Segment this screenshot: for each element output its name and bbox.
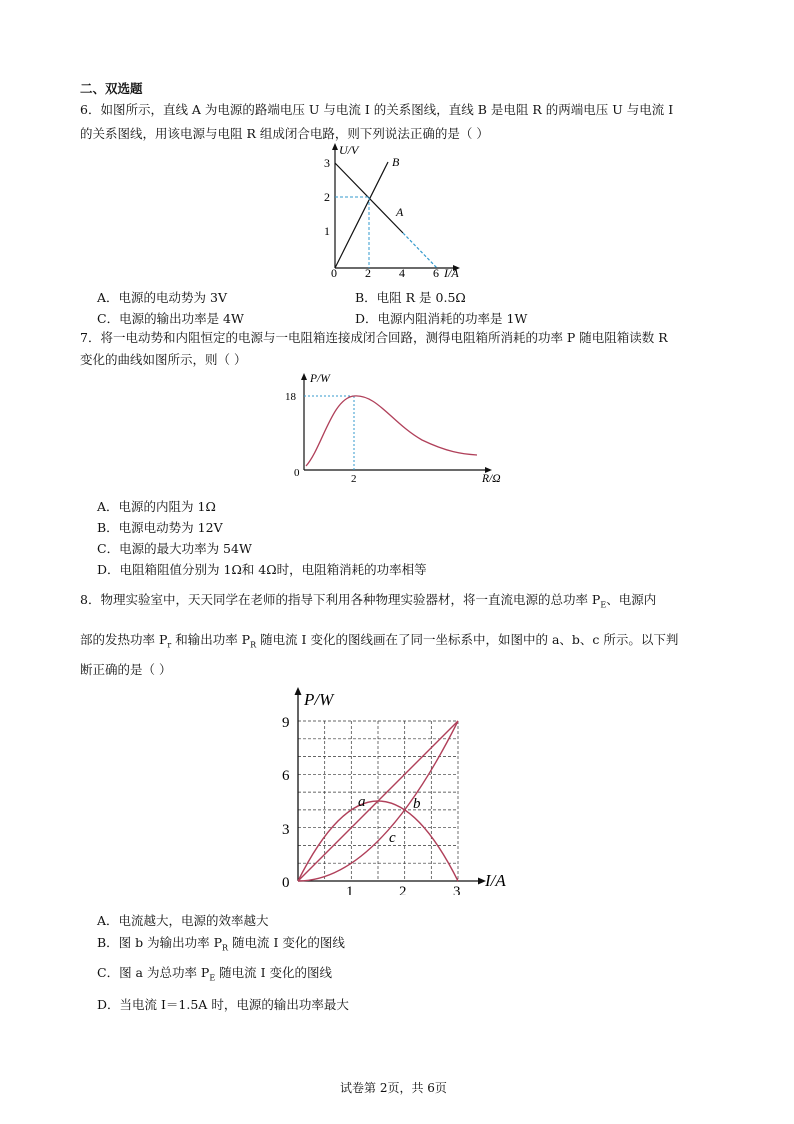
q6-xtick-6: 6 [433,266,439,280]
q6-label-b: B [392,155,400,169]
q8-ylabel: P/W [304,690,334,709]
q8-label-b: b [413,796,421,812]
q8-option-c-post: 随电流 I 变化的图线 [215,965,333,980]
q8-xtick-2: 2 [399,884,407,895]
q8-option-b [97,933,345,953]
q6-option-c: C．电源的输出功率是 4W [97,311,244,326]
q7-xtick-2: 2 [351,473,357,485]
q6-label-a: A [396,205,404,219]
q7-option-a: A．电源的内阻为 1Ω [97,499,216,514]
q7-option-d: D．电阻箱阻值分别为 1Ω和 4Ω时，电阻箱消耗的功率相等 [97,562,427,577]
q8-y-arrow [295,687,302,695]
q6-option-a: A．电源的电动势为 3V [97,290,227,305]
q8-xtick-3: 3 [453,884,461,895]
q6-line-a-extension [403,233,437,268]
q8-option-b-post: 随电流 I 变化的图线 [228,935,345,950]
q6-text-line2: 的关系图线，用该电源与电阻 R 组成闭合电路，则下列说法正确的是（ ） [80,126,489,141]
q7-ytick-18: 18 [285,391,296,403]
q7-ylabel: P/W [310,373,330,385]
q8-option-a: A．电流越大，电源的效率越大 [97,913,269,928]
section-title: 二、双选题 [80,81,143,96]
q6-xlabel: I/A [444,266,459,280]
q8-option-b-sub: R [222,943,229,953]
q8-ytick-9: 9 [282,715,290,731]
q7-power-curve [306,396,477,466]
q7-figure [282,368,522,486]
q8-text-line1 [80,590,656,610]
q6-ytick-2: 2 [324,190,330,204]
page-footer: 试卷第 2页，共 6页 [340,1081,447,1095]
q8-option-b-pre: B．图 b 为输出功率 P [97,935,223,950]
q8-text-line3: 断正确的是（ ） [80,662,172,677]
q8-ytick-6: 6 [282,768,290,784]
q6-xtick-2: 2 [365,266,371,280]
q7-xlabel: R/Ω [482,473,501,485]
q8-option-c [97,963,332,983]
q8-line2-sub1: r [167,640,172,650]
q8-line2-b: 和输出功率 P [171,632,251,647]
q6-ytick-3: 3 [324,156,330,170]
q8-label-a: a [358,794,366,810]
q8-label-c: c [389,830,396,846]
q8-line2-a: 部的发热功率 P [80,632,168,647]
q6-ylabel: U/V [339,143,359,157]
q8-ytick-3: 3 [282,822,290,838]
q7-y-arrow [301,373,307,380]
q6-xtick-4: 4 [399,266,405,280]
q6-option-d: D．电源内阻消耗的功率是 1W [355,311,528,326]
q8-text-line2 [80,630,678,650]
q7-text-line1: 7．将一电动势和内阻恒定的电源与一电阻箱连接成闭合回路，测得电阻箱所消耗的功率 P 随电阻箱读数 R [80,330,668,345]
q8-option-d: D．当电流 I＝1.5A 时，电源的输出功率最大 [97,997,349,1012]
q8-xtick-1: 1 [346,884,354,895]
q6-figure [310,140,490,280]
q8-line1-text: 8．物理实验室中，天天同学在老师的指导下利用各种物理实验器材，将一直流电源的总功率 P [80,592,601,607]
q8-figure [270,683,530,895]
q7-option-c: C．电源的最大功率为 54W [97,541,252,556]
q6-text-line1: 6．如图所示，直线 A 为电源的路端电压 U 与电流 I 的关系图线，直线 B 是电阻 R 的两端电压 U 与电流 I [80,102,674,117]
q8-line2-sub2: R [250,640,257,650]
q7-option-b: B．电源电动势为 12V [97,520,223,535]
q8-line2-c: 随电流 I 变化的图线画在了同一坐标系中，如图中的 a、b、c 所示。以下判 [256,632,679,647]
q8-option-c-sub: E [209,973,216,983]
q6-ytick-1: 1 [324,224,330,238]
q6-xtick-0: 0 [331,266,337,280]
q8-xlabel: I/A [485,871,506,890]
q7-origin: 0 [294,467,300,479]
q8-line1-end: 、电源内 [606,592,657,607]
q8-option-c-pre: C．图 a 为总功率 P [97,965,210,980]
q6-line-b [335,162,388,268]
q6-y-arrow [332,143,338,150]
q7-text-line2: 变化的曲线如图所示，则（ ） [80,352,247,367]
q6-option-b: B．电阻 R 是 0.5Ω [355,290,466,305]
q8-line1-sub: E [600,600,607,610]
q8-origin: 0 [282,875,290,891]
